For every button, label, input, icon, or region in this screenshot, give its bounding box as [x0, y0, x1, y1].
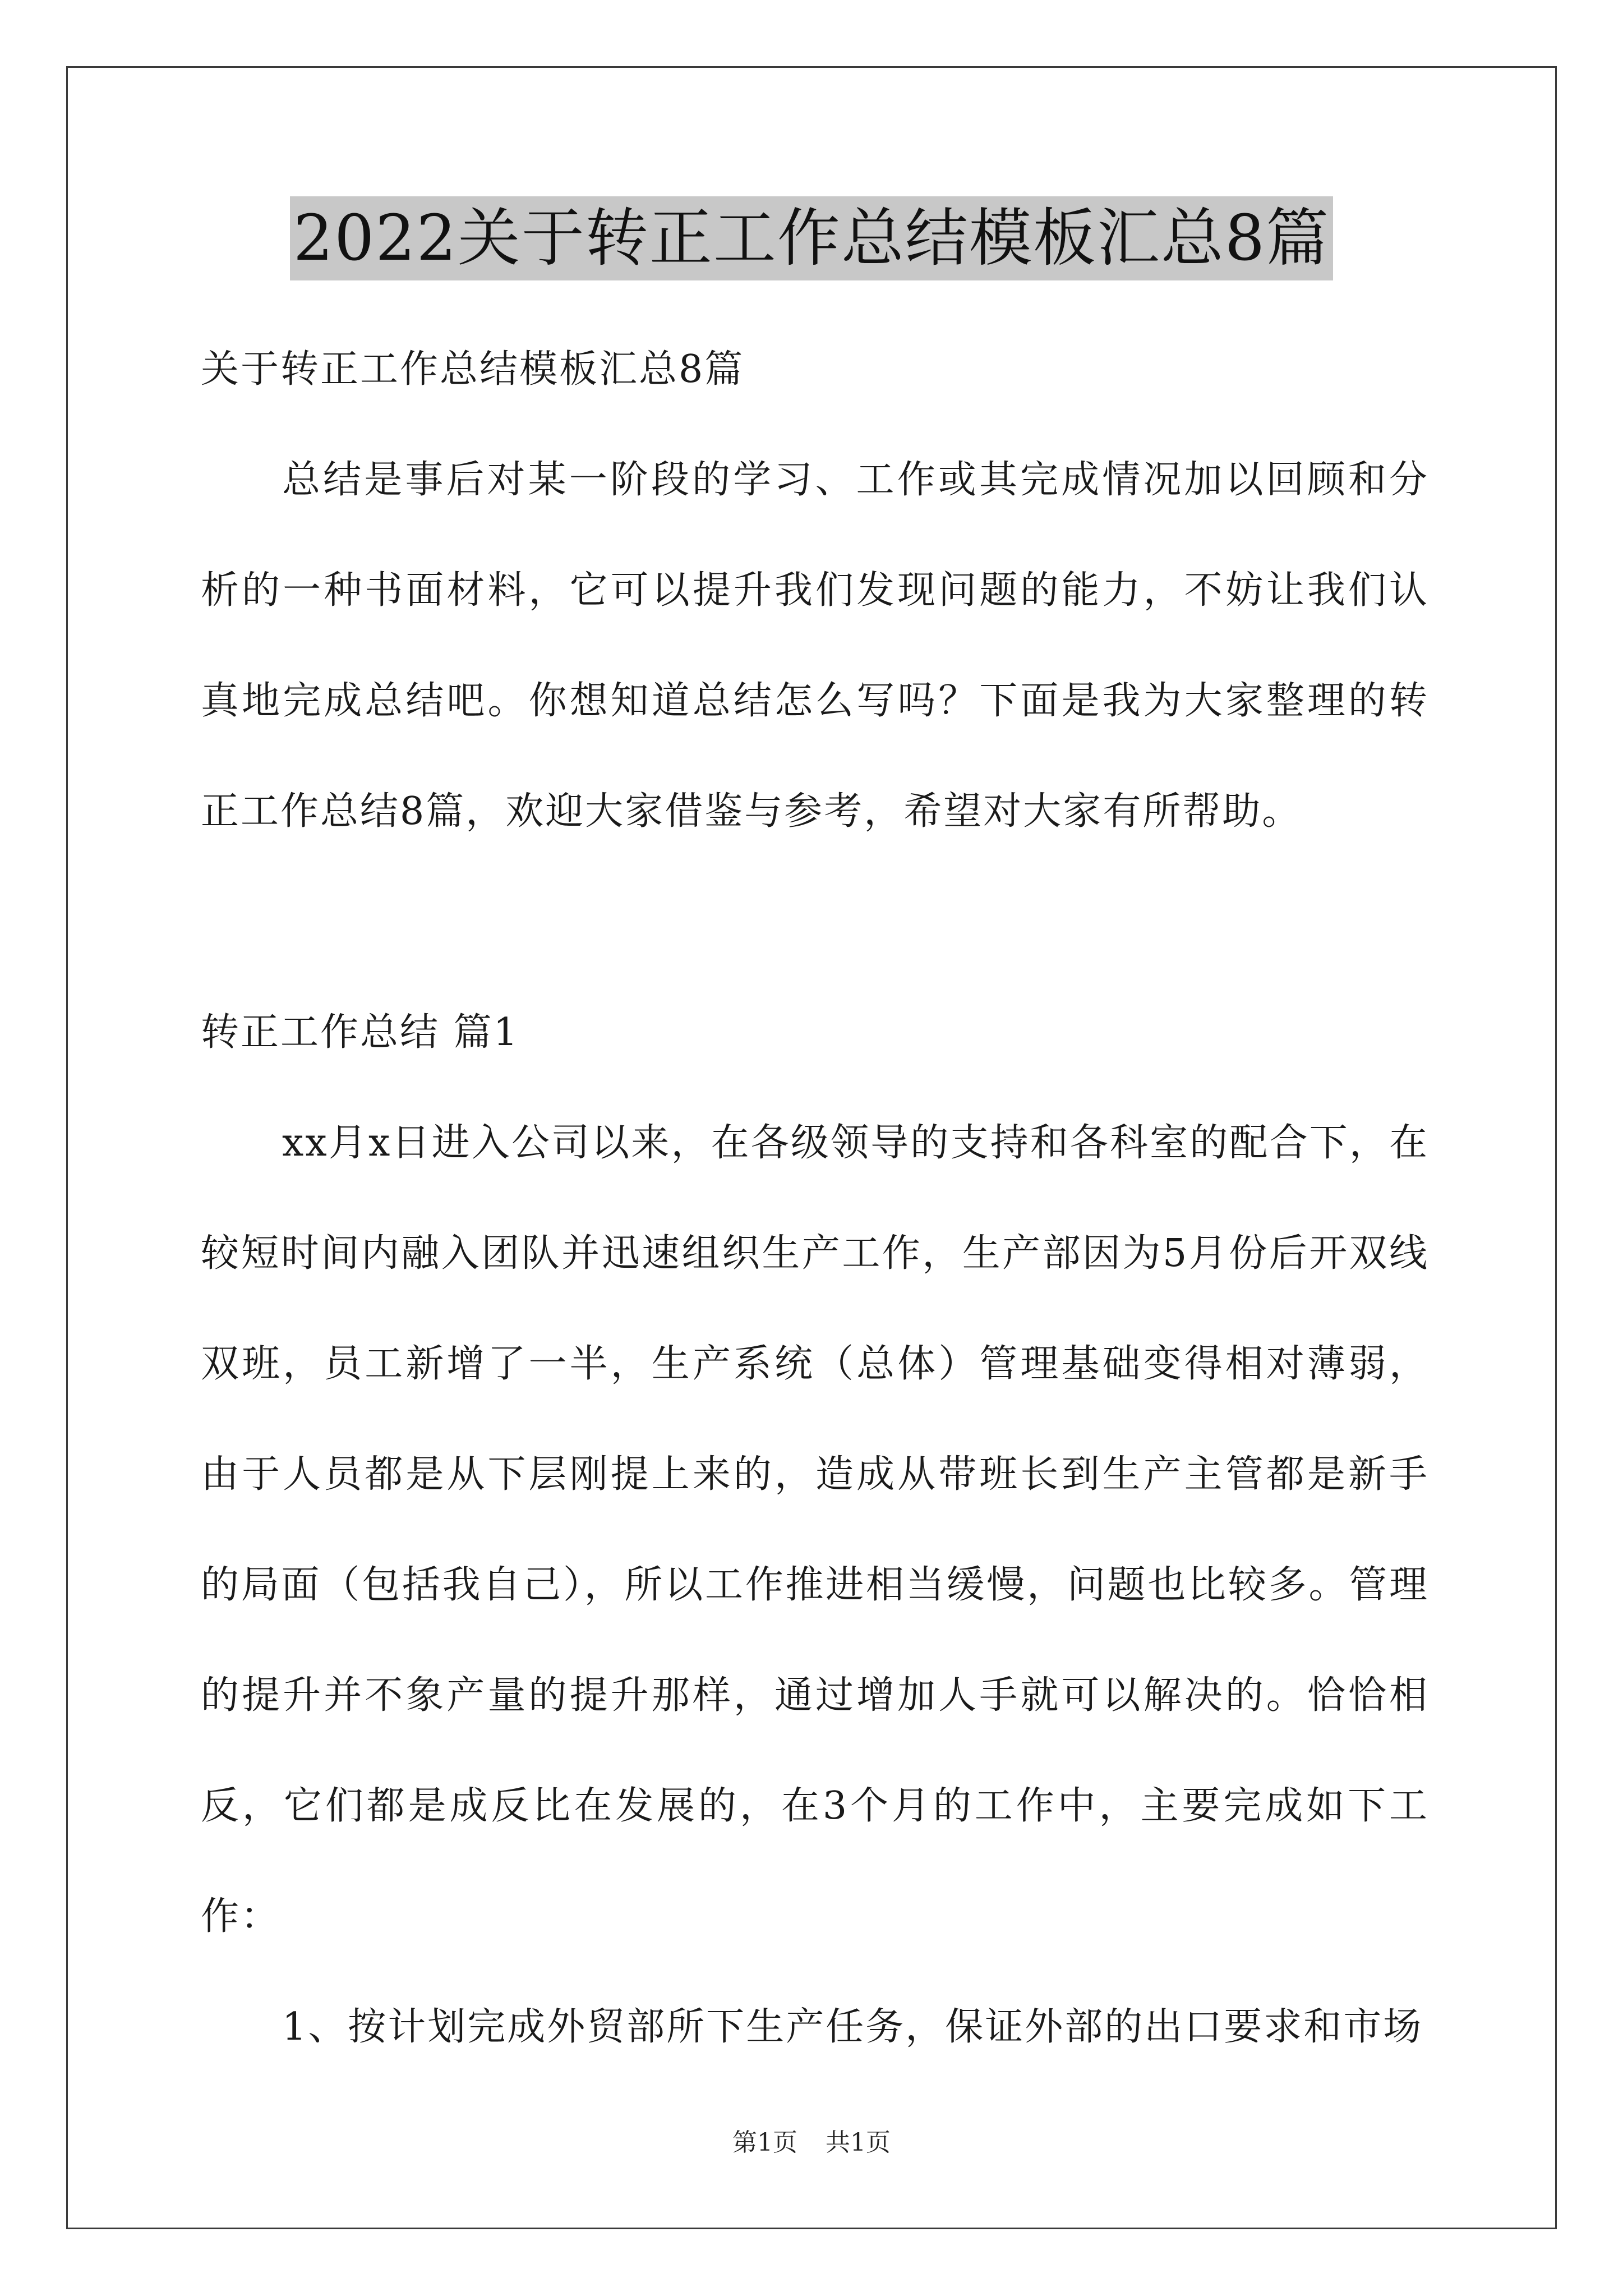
page-number: 第1页: [732, 2128, 797, 2157]
list-item: 1、按计划完成外贸部所下生产任务，保证外部的出口要求和市场: [282, 2005, 1423, 2049]
page-total: 共1页: [826, 2128, 891, 2157]
title-container: [0, 196, 1623, 280]
section-heading: 转正工作总结 篇1: [201, 1010, 519, 1055]
document-subtitle: 关于转正工作总结模板汇总8篇: [201, 347, 745, 392]
document-body: [201, 314, 1429, 2082]
body-paragraph: xx月x日进入公司以来，在各级领导的支持和各科室的配合下，在较短时间内融入团队并迅速组织生产工作，生产部因为5月份后开双线双班，员工新增了一半，生产系统（总体）管理基础变得相对薄弱，由于人员都是从下层刚提上来的，造成从带班长到生产主管都是新手的局面（包括我自己），所以工作推进相当缓慢，问题也比较多。管理的提升并不象产量的提升那样，通过增加人手就可以解决的。恰恰相反，它们都是成反比在发展的，在3个月的工作中，主要完成如下工作：: [201, 1121, 1429, 1939]
page-footer: [0, 2126, 1623, 2160]
intro-paragraph: 总结是事后对某一阶段的学习、工作或其完成情况加以回顾和分析的一种书面材料，它可以提升我们发现问题的能力，不妨让我们认真地完成总结吧。你想知道总结怎么写吗？下面是我为大家整理的转正工作总结8篇，欢迎大家借鉴与参考，希望对大家有所帮助。: [201, 458, 1429, 834]
document-title: 2022关于转正工作总结模板汇总8篇: [290, 196, 1333, 280]
spacer: [201, 867, 1429, 977]
